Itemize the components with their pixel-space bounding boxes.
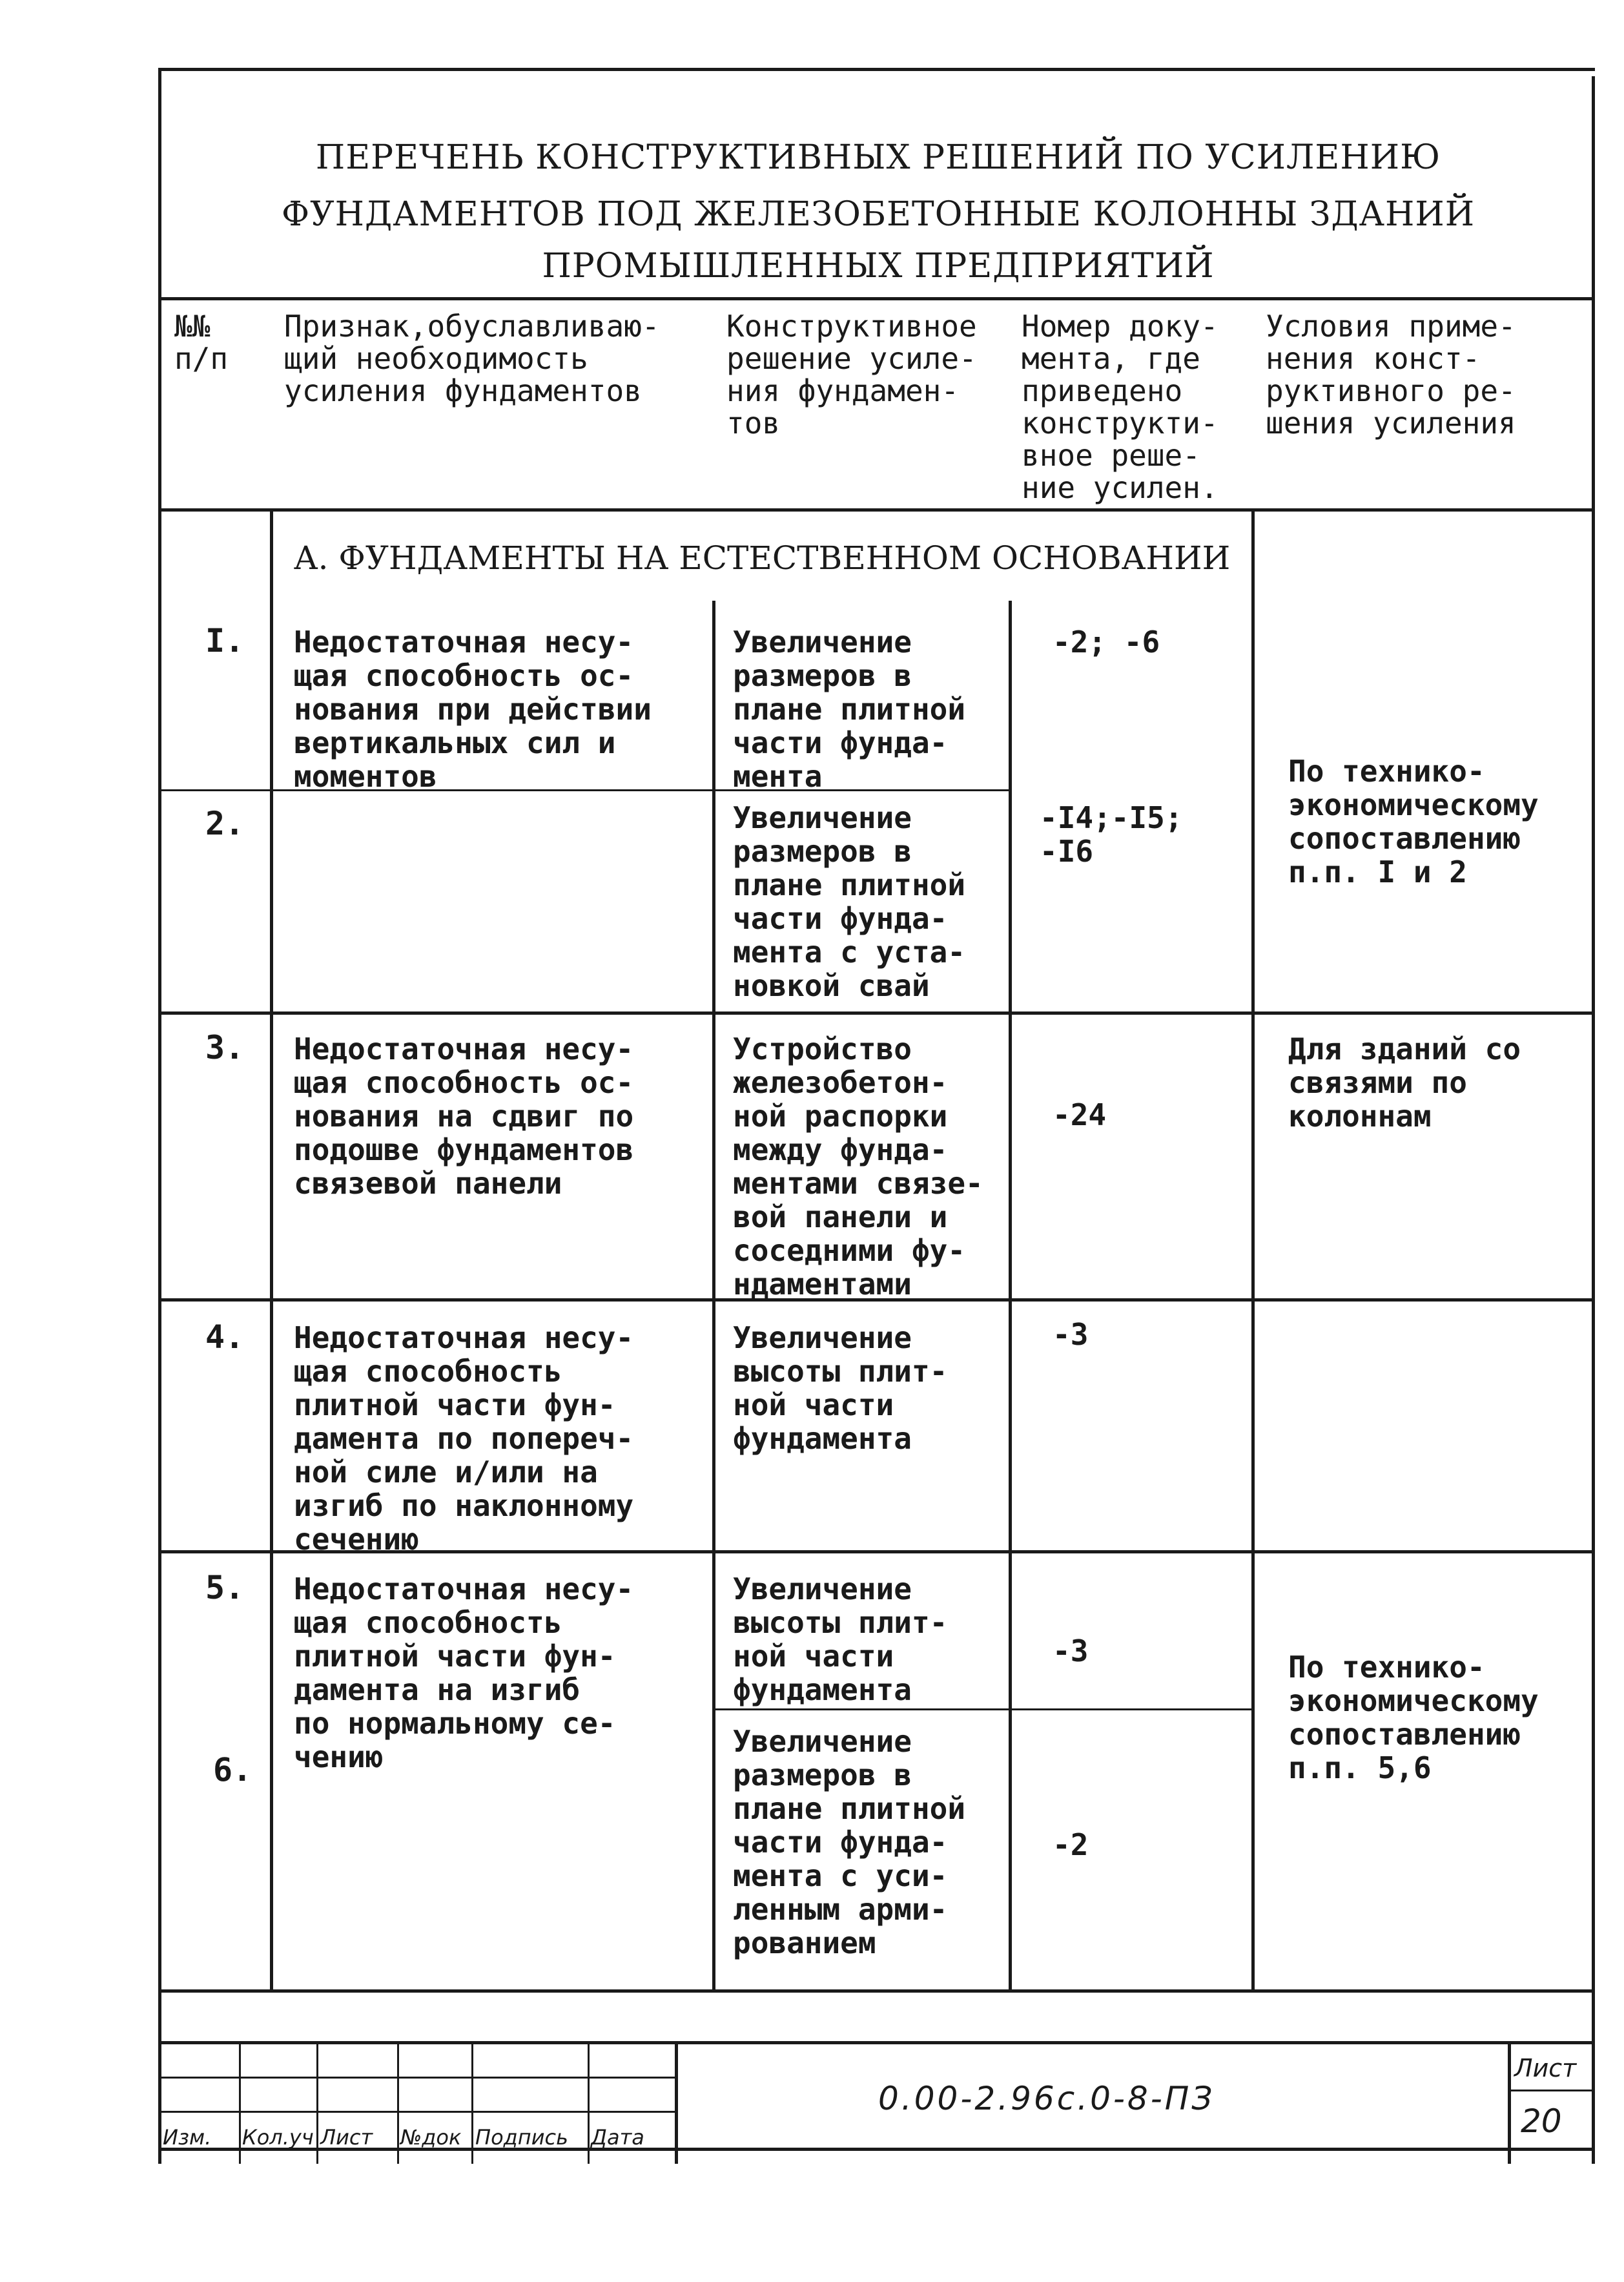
row-3-num: 3. — [205, 1029, 245, 1066]
row-5-doc: -3 — [1053, 1634, 1089, 1668]
stamp-col-6 — [675, 2041, 678, 2164]
stamp-col-2 — [316, 2041, 318, 2164]
row-5-sign: Недостаточная несу- щая способность плитной части фун- дамента на изгиб по нормальному се- чению — [294, 1571, 634, 1774]
frame-right — [1592, 76, 1595, 2164]
stamp-label-list: Лист — [320, 2125, 373, 2150]
stamp-col-1 — [239, 2041, 241, 2164]
row-6-num: 6. — [213, 1751, 252, 1789]
header-bottom-border — [158, 508, 1595, 512]
stamp-label-podpis: Подпись — [475, 2125, 568, 2150]
stamp-top-border — [158, 2041, 1595, 2044]
row-1-sign: Недостаточная несу- щая способность ос- нования при действии вертикальных сил и моментов — [294, 625, 652, 794]
col-line-1 — [270, 508, 273, 1991]
stamp-col-3 — [397, 2041, 399, 2164]
header-num: №№ п/п — [174, 309, 229, 376]
row-1-doc: -2; -6 — [1053, 625, 1160, 659]
row-4-solution: Увеличение высоты плит- ной части фундамента — [733, 1320, 948, 1456]
stamp-row-line-2 — [158, 2111, 675, 2113]
header-doc: Номер доку- мента, где приведено конструкти- вное реше- ние усилен. — [1022, 309, 1218, 505]
col-line-2 — [712, 601, 715, 1991]
row-4-doc: -3 — [1053, 1317, 1089, 1352]
row-sep-5-6 — [712, 1708, 1255, 1710]
stamp-label-kol: Кол.уч — [242, 2125, 314, 2150]
title-line-1: ПЕРЕЧЕНЬ КОНСТРУКТИВНЫХ РЕШЕНИЙ ПО УСИЛЕНИЮ — [315, 138, 1441, 177]
table-top-border — [158, 297, 1595, 300]
table-bottom-border — [158, 1989, 1595, 1993]
row-3-solution: Устройство железобетон- ной распорки между фунда- ментами связе- вой панели и соседними фу- ндаментами — [733, 1032, 983, 1302]
stamp-sheet-divider — [1511, 2090, 1594, 2091]
row-4-num: 4. — [205, 1318, 245, 1356]
document-designation: 0.00-2.96с.0-8-ПЗ — [878, 2080, 1215, 2117]
row-5-solution: Увеличение высоты плит- ной части фундамента — [733, 1571, 948, 1707]
row-6-doc: -2 — [1053, 1827, 1089, 1862]
row-2-solution: Увеличение размеров в плане плитной части фунда- мента с уста- новкой свай — [733, 800, 966, 1003]
sheet-label: Лист — [1514, 2054, 1577, 2082]
conditions-rows-1-2: По технико- экономическому сопоставлению п.п. I и 2 — [1288, 754, 1539, 889]
col-line-3 — [1009, 601, 1012, 1991]
row-2-doc: -I4;-I5; -I6 — [1040, 800, 1183, 869]
section-a-heading: А. ФУНДАМЕНТЫ НА ЕСТЕСТВЕННОМ ОСНОВАНИИ — [293, 539, 1231, 577]
stamp-label-ndok: №док — [400, 2125, 462, 2150]
stamp-col-7 — [1508, 2041, 1511, 2164]
stamp-row-line-1 — [158, 2077, 675, 2079]
stamp-label-line — [158, 2148, 1595, 2151]
title-line-2: ФУНДАМЕНТОВ ПОД ЖЕЛЕЗОБЕТОННЫЕ КОЛОННЫ ЗДАНИЙ — [281, 195, 1475, 234]
header-solution: Конструктивное решение усиле- ния фундамен- тов — [726, 309, 977, 441]
sheet-number: 20 — [1521, 2102, 1562, 2140]
header-conditions: Условия приме- нения конст- руктивного ре- шения усиления — [1266, 309, 1516, 441]
row-1-solution: Увеличение размеров в плане плитной части фунда- мента — [733, 625, 966, 794]
stamp-label-data: Дата — [591, 2125, 644, 2150]
row-1-num: I. — [205, 622, 245, 659]
title-line-3: ПРОМЫШЛЕННЫХ ПРЕДПРИЯТИЙ — [542, 247, 1215, 285]
row-3-conditions: Для зданий со связями по колоннам — [1288, 1032, 1521, 1134]
col-line-4 — [1251, 508, 1255, 1991]
frame-top — [158, 68, 1595, 71]
stamp-col-4 — [471, 2041, 473, 2164]
stamp-label-izm: Изм. — [163, 2125, 212, 2150]
row-6-solution: Увеличение размеров в плане плитной части фунда- мента с уси- ленным арми- рованием — [733, 1724, 966, 1960]
row-3-sign: Недостаточная несу- щая способность ос- нования на сдвиг по подошве фундаментов связевой панели — [294, 1032, 634, 1201]
frame-left — [158, 68, 161, 2164]
header-sign: Признак,обуславливаю- щий необходимость усиления фундаментов — [284, 309, 660, 408]
row-5-num: 5. — [205, 1569, 245, 1606]
row-4-sign: Недостаточная несу- щая способность плитной части фун- дамента по попереч- ной силе и/или на изгиб по наклонному сечению — [294, 1320, 634, 1557]
row-2-num: 2. — [205, 805, 245, 842]
conditions-rows-5-6: По технико- экономическому сопоставлению п.п. 5,6 — [1288, 1650, 1539, 1785]
stamp-col-5 — [588, 2041, 590, 2164]
row-3-doc: -24 — [1053, 1097, 1107, 1132]
row-sep-2-3 — [158, 1011, 1595, 1015]
